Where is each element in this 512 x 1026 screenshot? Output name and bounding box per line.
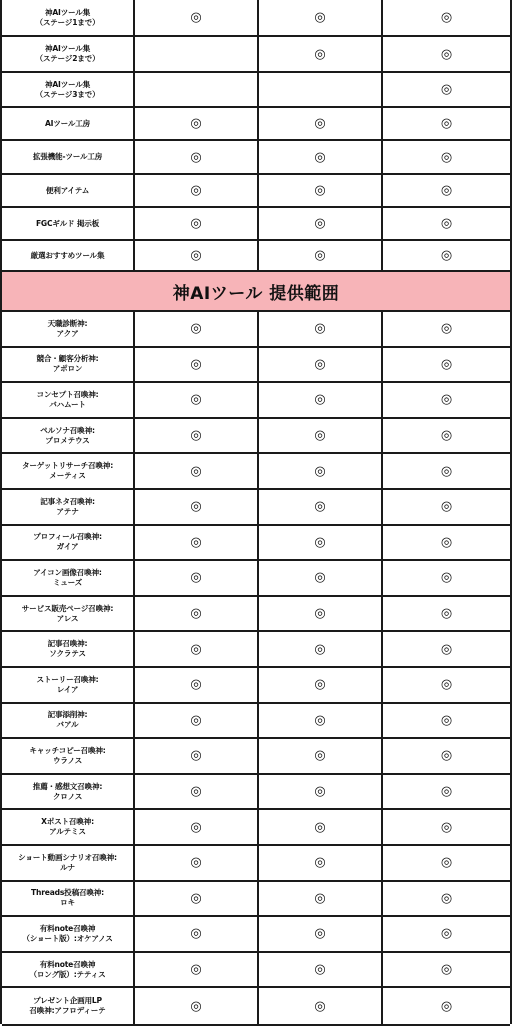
double-circle-mark: ◎: [190, 116, 202, 131]
double-circle-mark: ◎: [314, 819, 326, 835]
feature-cell: [2, 383, 135, 417]
plan-cell: [259, 810, 383, 844]
double-circle-mark: ◎: [190, 819, 202, 835]
plan-cell: [383, 739, 510, 773]
double-circle-mark: ◎: [314, 116, 326, 131]
plan-cell: [135, 348, 259, 382]
double-circle-mark: ◎: [190, 998, 202, 1014]
double-circle-mark: ◎: [440, 570, 453, 586]
double-circle-mark: ◎: [190, 463, 202, 479]
table-row: [2, 241, 510, 272]
feature-label: 記事添削神: バアル: [47, 710, 88, 730]
plan-cell: [383, 632, 510, 666]
double-circle-mark: ◎: [190, 926, 202, 942]
double-circle-mark: ◎: [440, 149, 453, 165]
plan-cell: [259, 108, 383, 139]
table-row: [2, 108, 510, 141]
double-circle-mark: ◎: [190, 216, 202, 231]
plan-cell: [259, 0, 383, 35]
plan-cell: [383, 561, 510, 595]
double-circle-mark: ◎: [314, 998, 326, 1014]
feature-label: 厳選おすすめツール集: [30, 250, 105, 260]
feature-cell: [2, 561, 135, 595]
feature-label: ターゲットリサーチ召喚神: メーティス: [21, 461, 114, 481]
table-row: [2, 208, 510, 241]
table-row: [2, 454, 510, 490]
feature-cell: [2, 526, 135, 560]
double-circle-mark: ◎: [314, 570, 326, 586]
feature-cell: [2, 597, 135, 631]
table-row: [2, 917, 510, 953]
table-row: [2, 490, 510, 526]
plan-cell: [383, 312, 510, 346]
plan-cell: [259, 141, 383, 173]
double-circle-mark: ◎: [190, 855, 202, 871]
double-circle-mark: ◎: [440, 216, 453, 231]
plan-cell: [135, 73, 259, 106]
double-circle-mark: ◎: [440, 82, 453, 97]
double-circle-mark: ◎: [314, 149, 326, 165]
feature-label: 推薦・感想文召喚神: クロノス: [32, 781, 103, 801]
plan-cell: [135, 141, 259, 173]
double-circle-mark: ◎: [440, 962, 453, 978]
double-circle-mark: ◎: [314, 216, 326, 231]
table-row: [2, 597, 510, 633]
plan-cell: [383, 141, 510, 173]
table-row: [2, 739, 510, 775]
feature-cell: [2, 988, 135, 1024]
feature-label: 有料note召喚神 （ロング版）:テティス: [29, 959, 106, 979]
feature-label: 記事ネタ召喚神: アテナ: [40, 496, 95, 516]
plan-cell: [259, 917, 383, 951]
table-row: [2, 704, 510, 740]
feature-label: 便利アイテム: [45, 185, 90, 195]
plan-cell: [383, 704, 510, 738]
double-circle-mark: ◎: [190, 570, 202, 586]
double-circle-mark: ◎: [440, 926, 453, 942]
double-circle-mark: ◎: [440, 356, 453, 372]
feature-cell: [2, 490, 135, 524]
double-circle-mark: ◎: [190, 10, 202, 25]
double-circle-mark: ◎: [440, 606, 453, 622]
plan-cell: [135, 37, 259, 71]
double-circle-mark: ◎: [314, 10, 326, 25]
double-circle-mark: ◎: [314, 962, 326, 978]
plan-cell: [383, 526, 510, 560]
table-row: [2, 632, 510, 668]
feature-label: ペルソナ召喚神: プロメテウス: [40, 425, 95, 445]
plan-cell: [259, 561, 383, 595]
plan-cell: [259, 668, 383, 702]
feature-cell: [2, 0, 135, 35]
double-circle-mark: ◎: [190, 321, 202, 337]
double-circle-mark: ◎: [314, 248, 326, 263]
feature-cell: [2, 348, 135, 382]
table-row: [2, 73, 510, 108]
double-circle-mark: ◎: [314, 534, 326, 550]
double-circle-mark: ◎: [314, 321, 326, 337]
plan-cell: [383, 175, 510, 206]
feature-cell: [2, 810, 135, 844]
plan-cell: [135, 383, 259, 417]
plan-cell: [135, 846, 259, 880]
plan-cell: [259, 37, 383, 71]
table-row: [2, 37, 510, 73]
feature-cell: [2, 175, 135, 206]
feature-cell: [2, 882, 135, 916]
table-row: [2, 810, 510, 846]
feature-cell: [2, 454, 135, 488]
double-circle-mark: ◎: [440, 998, 453, 1014]
plan-cell: [259, 490, 383, 524]
double-circle-mark: ◎: [440, 463, 453, 479]
plan-cell: [259, 419, 383, 453]
double-circle-mark: ◎: [440, 116, 453, 131]
table-row: [2, 383, 510, 419]
double-circle-mark: ◎: [440, 677, 453, 693]
plan-cell: [135, 953, 259, 987]
double-circle-mark: ◎: [190, 248, 202, 263]
double-circle-mark: ◎: [440, 321, 453, 337]
double-circle-mark: ◎: [190, 784, 202, 800]
plan-cell: [383, 953, 510, 987]
plan-cell: [383, 73, 510, 106]
plan-cell: [259, 208, 383, 239]
double-circle-mark: ◎: [440, 819, 453, 835]
feature-cell: [2, 37, 135, 71]
plan-cell: [135, 454, 259, 488]
feature-label: FGCギルド 掲示板: [35, 218, 100, 228]
plan-cell: [135, 208, 259, 239]
feature-label: 神AIツール集 （ステージ3まで）: [35, 79, 100, 99]
table-row: [2, 668, 510, 704]
double-circle-mark: ◎: [440, 855, 453, 871]
feature-label: Xポスト召喚神: アルテミス: [41, 817, 94, 837]
plan-cell: [259, 632, 383, 666]
table-row: [2, 0, 510, 37]
plan-cell: [383, 775, 510, 809]
plan-cell: [383, 490, 510, 524]
plan-cell: [135, 490, 259, 524]
plan-cell: [259, 988, 383, 1024]
plan-cell: [383, 241, 510, 270]
double-circle-mark: ◎: [190, 748, 202, 764]
double-circle-mark: ◎: [314, 499, 326, 515]
double-circle-mark: ◎: [440, 534, 453, 550]
double-circle-mark: ◎: [314, 748, 326, 764]
double-circle-mark: ◎: [314, 463, 326, 479]
plan-cell: [259, 953, 383, 987]
plan-cell: [383, 810, 510, 844]
plan-cell: [259, 739, 383, 773]
plan-cell: [383, 419, 510, 453]
double-circle-mark: ◎: [314, 356, 326, 372]
double-circle-mark: ◎: [440, 890, 453, 906]
feature-label: キャッチコピー召喚神: ウラノス: [29, 745, 106, 765]
table-row: [2, 988, 510, 1026]
table-row: [2, 846, 510, 882]
double-circle-mark: ◎: [314, 926, 326, 942]
double-circle-mark: ◎: [440, 183, 453, 198]
table-row: [2, 141, 510, 175]
plan-cell: [259, 775, 383, 809]
plan-cell: [135, 704, 259, 738]
feature-label: 有料note召喚神 （ショート版）:オケアノス: [22, 923, 113, 943]
double-circle-mark: ◎: [440, 46, 453, 62]
double-circle-mark: ◎: [190, 428, 202, 444]
plan-cell: [135, 108, 259, 139]
feature-cell: [2, 846, 135, 880]
plan-cell: [259, 312, 383, 346]
double-circle-mark: ◎: [440, 248, 453, 263]
plan-cell: [135, 597, 259, 631]
plan-cell: [135, 810, 259, 844]
feature-label: Threads投稿召喚神: ロキ: [31, 888, 104, 908]
plan-cell: [259, 73, 383, 106]
table-row: [2, 953, 510, 989]
feature-cell: [2, 73, 135, 106]
table-row: [2, 312, 510, 348]
double-circle-mark: ◎: [314, 855, 326, 871]
feature-label: 拡張機能-ツール工房: [32, 152, 103, 161]
table-row: [2, 175, 510, 208]
plan-cell: [259, 241, 383, 270]
double-circle-mark: ◎: [440, 784, 453, 800]
feature-cell: [2, 241, 135, 270]
plan-cell: [383, 917, 510, 951]
double-circle-mark: ◎: [190, 641, 202, 657]
double-circle-mark: ◎: [440, 428, 453, 444]
double-circle-mark: ◎: [314, 46, 326, 62]
plan-cell: [259, 597, 383, 631]
feature-label: ショート動画シナリオ召喚神: ルナ: [18, 852, 117, 872]
table-row: [2, 526, 510, 562]
feature-label: サービス販売ページ召喚神: アレス: [21, 603, 114, 623]
plan-cell: [383, 668, 510, 702]
plan-cell: [135, 419, 259, 453]
feature-label: 神AIツール集 （ステージ2まで）: [35, 44, 100, 63]
plan-cell: [135, 988, 259, 1024]
table-row: [2, 419, 510, 455]
double-circle-mark: ◎: [190, 890, 202, 906]
plan-cell: [383, 208, 510, 239]
plan-cell: [383, 597, 510, 631]
plan-cell: [135, 775, 259, 809]
section-header: [2, 272, 510, 312]
double-circle-mark: ◎: [190, 712, 202, 728]
plan-cell: [135, 882, 259, 916]
feature-label: 記事召喚神: ソクラテス: [47, 639, 88, 659]
double-circle-mark: ◎: [314, 428, 326, 444]
double-circle-mark: ◎: [440, 392, 453, 408]
double-circle-mark: ◎: [190, 534, 202, 550]
feature-cell: [2, 312, 135, 346]
plan-cell: [259, 383, 383, 417]
feature-cell: [2, 208, 135, 239]
plan-cell: [135, 0, 259, 35]
plan-cell: [259, 846, 383, 880]
feature-cell: [2, 108, 135, 139]
table-row: [2, 561, 510, 597]
plan-cell: [135, 917, 259, 951]
plan-cell: [135, 526, 259, 560]
double-circle-mark: ◎: [190, 356, 202, 372]
plan-cell: [135, 241, 259, 270]
plan-cell: [135, 668, 259, 702]
plan-cell: [383, 37, 510, 71]
double-circle-mark: ◎: [314, 183, 326, 198]
double-circle-mark: ◎: [314, 712, 326, 728]
plan-cell: [383, 882, 510, 916]
feature-label: プロフィール召喚神: ガイア: [33, 532, 102, 552]
plan-cell: [135, 312, 259, 346]
plan-cell: [383, 846, 510, 880]
double-circle-mark: ◎: [190, 677, 202, 693]
double-circle-mark: ◎: [314, 641, 326, 657]
plan-cell: [383, 383, 510, 417]
feature-label: アイコン画像召喚神: ミューズ: [33, 567, 102, 587]
double-circle-mark: ◎: [314, 392, 326, 408]
plan-cell: [259, 175, 383, 206]
double-circle-mark: ◎: [314, 677, 326, 693]
feature-label: コンセプト召喚神: バハムート: [36, 389, 99, 409]
feature-label: 競合・顧客分析神: アポロン: [36, 354, 99, 374]
table-row: [2, 882, 510, 918]
plan-cell: [383, 988, 510, 1024]
plan-cell: [383, 0, 510, 35]
double-circle-mark: ◎: [440, 10, 453, 25]
double-circle-mark: ◎: [314, 890, 326, 906]
plan-cell: [135, 632, 259, 666]
double-circle-mark: ◎: [190, 392, 202, 408]
double-circle-mark: ◎: [314, 784, 326, 800]
feature-cell: [2, 953, 135, 987]
plan-cell: [259, 454, 383, 488]
plan-cell: [383, 108, 510, 139]
feature-cell: [2, 419, 135, 453]
plan-cell: [259, 882, 383, 916]
feature-label: 神AIツール集 （ステージ1まで）: [35, 7, 100, 27]
plan-cell: [259, 348, 383, 382]
table-row: [2, 775, 510, 811]
plan-cell: [135, 561, 259, 595]
feature-label: 天職診断神: アクア: [47, 318, 88, 338]
double-circle-mark: ◎: [190, 149, 202, 165]
feature-label: プレゼント企画用LP 召喚神:アフロディーテ: [29, 996, 106, 1016]
feature-label: ストーリー召喚神: レイア: [36, 674, 99, 694]
double-circle-mark: ◎: [440, 641, 453, 657]
plan-cell: [259, 526, 383, 560]
double-circle-mark: ◎: [190, 962, 202, 978]
feature-cell: [2, 668, 135, 702]
double-circle-mark: ◎: [314, 606, 326, 622]
table-row: [2, 348, 510, 384]
feature-cell: [2, 141, 135, 173]
plan-cell: [135, 175, 259, 206]
double-circle-mark: ◎: [190, 499, 202, 515]
feature-cell: [2, 632, 135, 666]
feature-cell: [2, 775, 135, 809]
plan-cell: [135, 739, 259, 773]
double-circle-mark: ◎: [440, 748, 453, 764]
double-circle-mark: ◎: [440, 499, 453, 515]
plan-cell: [259, 704, 383, 738]
feature-cell: [2, 704, 135, 738]
section-title: 神AIツール 提供範囲: [172, 283, 340, 304]
feature-cell: [2, 917, 135, 951]
plan-cell: [383, 454, 510, 488]
double-circle-mark: ◎: [190, 183, 202, 198]
double-circle-mark: ◎: [440, 712, 453, 728]
double-circle-mark: ◎: [190, 606, 202, 622]
feature-cell: [2, 739, 135, 773]
feature-label: AIツール工房: [44, 118, 91, 128]
plan-cell: [383, 348, 510, 382]
